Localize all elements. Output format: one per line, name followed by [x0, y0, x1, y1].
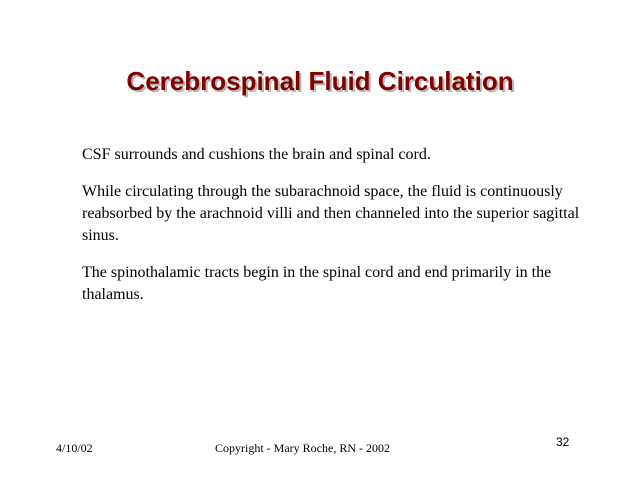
footer-copyright: Copyright - Mary Roche, RN - 2002 [215, 441, 390, 455]
footer-date: 4/10/02 [56, 441, 93, 455]
page-number: 32 [556, 435, 570, 449]
body-paragraph-2: While circulating through the subarachnoid space, the fluid is continuously reabsorbed by the arachnoid villi and then channeled into the superior sagittal sinus. [82, 183, 580, 244]
slide-title: Cerebrospinal Fluid Circulation [126, 66, 514, 96]
body-paragraph-1: CSF surrounds and cushions the brain and spinal cord. [82, 146, 431, 163]
slide-body [82, 144, 604, 321]
body-paragraph-3: The spinothalamic tracts begin in the spinal cord and end primarily in the thalamus. [82, 264, 552, 303]
